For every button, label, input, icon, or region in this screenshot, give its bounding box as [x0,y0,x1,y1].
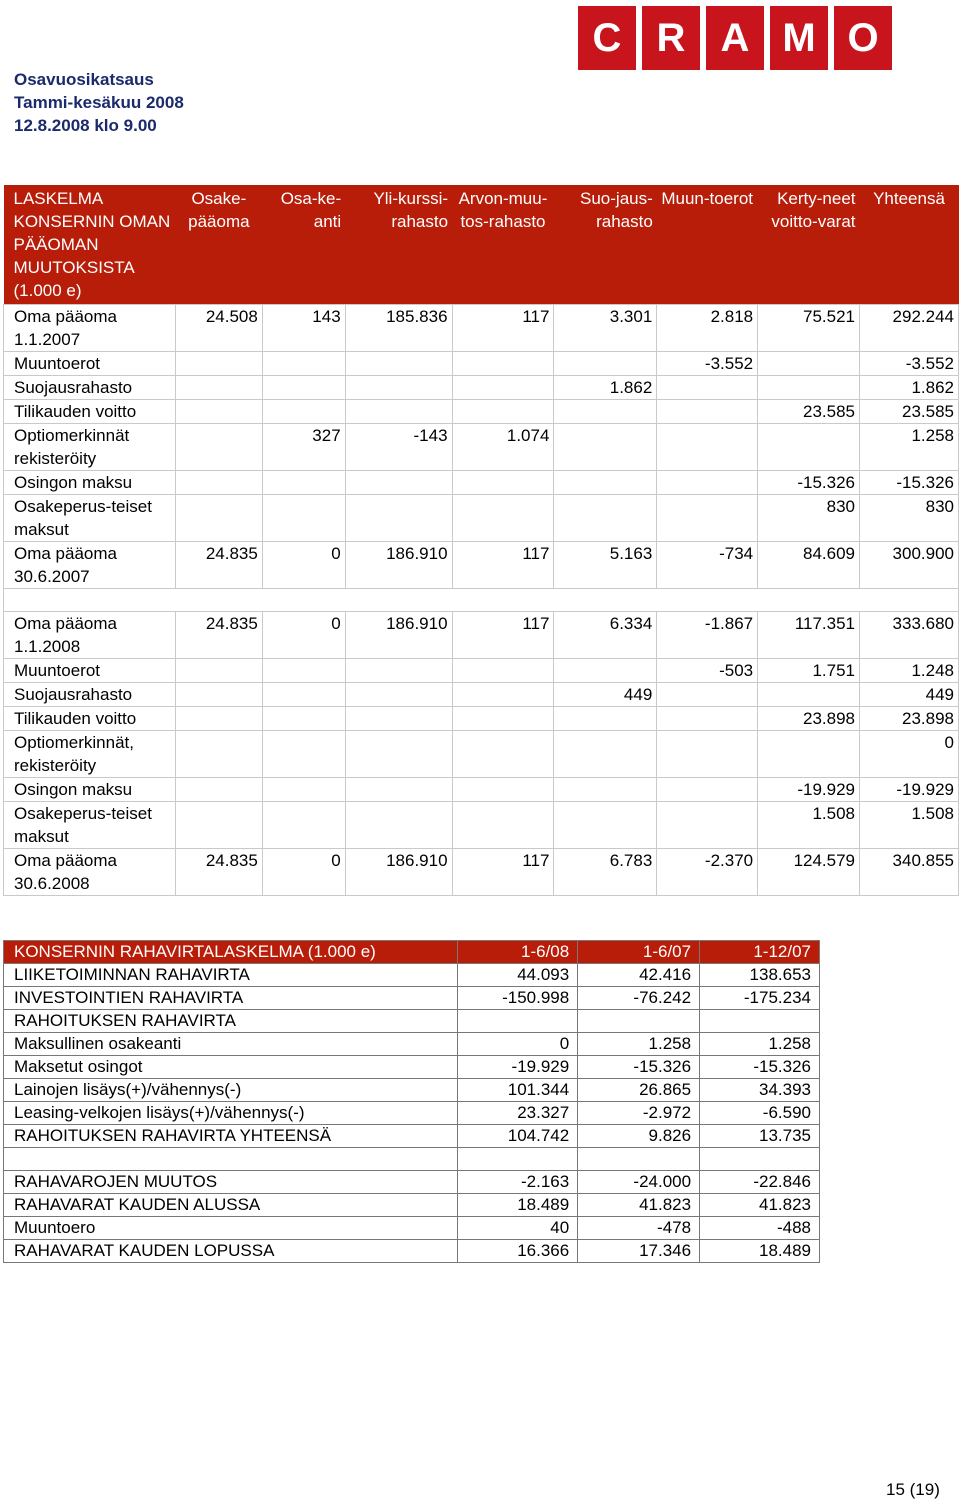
cell-value [657,400,758,424]
cell-value: 333.680 [860,612,959,659]
cell-value: 26.865 [578,1079,700,1102]
cell-value [175,683,262,707]
equity-row [4,707,959,731]
cell-value: 292.244 [860,305,959,352]
cell-value: -15.326 [578,1056,700,1079]
row-label: Osakeperus-teiset maksut [4,495,176,542]
cashflow-row [4,1171,820,1194]
cell-value [175,802,262,849]
logo-letter: A [706,6,764,70]
row-label: Leasing-velkojen lisäys(+)/vähennys(-) [4,1102,458,1125]
cell-value: -1.867 [657,612,758,659]
cell-value: 1.751 [758,659,860,683]
cell-value [452,707,554,731]
cell-value: -2.163 [458,1171,578,1194]
col-header: Osake-pääoma [175,185,262,305]
cell-value: -503 [657,659,758,683]
cell-value: 24.835 [175,849,262,896]
cell-value [554,471,657,495]
cell-value [452,400,554,424]
cell-value: 24.508 [175,305,262,352]
cell-value: 44.093 [458,964,578,987]
row-label: Muuntoerot [4,352,176,376]
cell-value: 41.823 [700,1194,820,1217]
cell-value [262,778,345,802]
cell-value: 0 [860,731,959,778]
cell-value [554,659,657,683]
row-label: Suojausrahasto [4,376,176,400]
cell-value: 5.163 [554,542,657,589]
cell-value: -143 [345,424,452,471]
cell-value: 24.835 [175,542,262,589]
cashflow-row [4,1079,820,1102]
cell-value: 1.508 [860,802,959,849]
cell-value [175,778,262,802]
cell-value [657,802,758,849]
report-datetime: 12.8.2008 klo 9.00 [14,116,157,135]
cell-value: -175.234 [700,987,820,1010]
cell-value [657,683,758,707]
cell-value: 3.301 [554,305,657,352]
cell-value [175,400,262,424]
cell-value [554,352,657,376]
cell-value: -488 [700,1217,820,1240]
row-label: LIIKETOIMINNAN RAHAVIRTA [4,964,458,987]
cell-value: 1.258 [860,424,959,471]
cashflow-row [4,1010,820,1033]
cell-value [345,376,452,400]
cell-value: -150.998 [458,987,578,1010]
cell-value: 117 [452,849,554,896]
cashflow-row [4,1217,820,1240]
cell-value: 0 [262,849,345,896]
cell-value: 186.910 [345,849,452,896]
cell-value [262,731,345,778]
col-header: Yhteensä [860,185,959,305]
cell-value [452,683,554,707]
cell-value: 117 [452,542,554,589]
cell-value: -478 [578,1217,700,1240]
cell-value [175,471,262,495]
col-header: Kerty-neet voitto-varat [758,185,860,305]
row-label: RAHOITUKSEN RAHAVIRTA YHTEENSÄ [4,1125,458,1148]
row-label: Lainojen lisäys(+)/vähennys(-) [4,1079,458,1102]
cell-value [657,731,758,778]
equity-row [4,849,959,896]
cell-value: 23.585 [860,400,959,424]
report-title: Osavuosikatsaus [14,70,154,89]
spacer-row [4,1148,820,1171]
spacer-cell [4,1148,458,1171]
cell-value: 124.579 [758,849,860,896]
cell-value [262,352,345,376]
cell-value: 75.521 [758,305,860,352]
cell-value [554,424,657,471]
cell-value: 104.742 [458,1125,578,1148]
cell-value [452,471,554,495]
report-header [14,68,184,137]
cell-value: 1.258 [578,1033,700,1056]
row-label: Optiomerkinnät, rekisteröity [4,731,176,778]
spacer-cell [700,1148,820,1171]
cell-value [262,376,345,400]
row-label: Oma pääoma 1.1.2008 [4,612,176,659]
cramo-logo [578,6,892,70]
cell-value: -2.370 [657,849,758,896]
cell-value [175,659,262,683]
cell-value: 300.900 [860,542,959,589]
cell-value: 327 [262,424,345,471]
equity-row [4,731,959,778]
spacer-cell [578,1148,700,1171]
cell-value: 449 [860,683,959,707]
cell-value: 34.393 [700,1079,820,1102]
cell-value [452,802,554,849]
col-header: Osa-ke-anti [262,185,345,305]
equity-row [4,305,959,352]
cell-value [262,802,345,849]
cell-value [262,400,345,424]
cell-value [700,1010,820,1033]
cell-value [554,495,657,542]
row-label: RAHAVAROJEN MUUTOS [4,1171,458,1194]
equity-table-title: LASKELMA KONSERNIN OMAN PÄÄOMAN MUUTOKSISTA (1.000 e) [4,185,176,305]
equity-row [4,471,959,495]
row-label: Tilikauden voitto [4,400,176,424]
cell-value [452,352,554,376]
equity-row [4,683,959,707]
cell-value: 0 [262,542,345,589]
cell-value: 17.346 [578,1240,700,1263]
equity-row [4,376,959,400]
row-label: Osakeperus-teiset maksut [4,802,176,849]
cell-value [262,683,345,707]
cell-value [175,731,262,778]
cell-value [175,424,262,471]
cell-value [554,400,657,424]
row-label: Suojausrahasto [4,683,176,707]
cell-value [657,424,758,471]
cell-value: 185.836 [345,305,452,352]
cell-value: 138.653 [700,964,820,987]
cashflow-row [4,1102,820,1125]
logo-letter: C [578,6,636,70]
row-label: RAHOITUKSEN RAHAVIRTA [4,1010,458,1033]
row-label: Osingon maksu [4,778,176,802]
col-header: 1-6/08 [458,941,578,964]
cell-value [452,778,554,802]
cell-value [345,659,452,683]
equity-row [4,778,959,802]
spacer-cell [458,1148,578,1171]
cell-value: -19.929 [458,1056,578,1079]
cell-value: 340.855 [860,849,959,896]
cell-value [458,1010,578,1033]
cashflow-row [4,1240,820,1263]
row-label: Oma pääoma 30.6.2008 [4,849,176,896]
cell-value [758,424,860,471]
cashflow-row [4,1056,820,1079]
cell-value [262,707,345,731]
cell-value: -19.929 [758,778,860,802]
cell-value: -2.972 [578,1102,700,1125]
cell-value: 1.508 [758,802,860,849]
cell-value: 143 [262,305,345,352]
cell-value [262,471,345,495]
cell-value: 1.074 [452,424,554,471]
equity-changes-table [3,185,959,896]
cashflow-title: KONSERNIN RAHAVIRTALASKELMA (1.000 e) [4,941,458,964]
cell-value: 24.835 [175,612,262,659]
cell-value [345,352,452,376]
cell-value [578,1010,700,1033]
cell-value: 23.585 [758,400,860,424]
row-label: Oma pääoma 1.1.2007 [4,305,176,352]
cell-value [758,376,860,400]
equity-row [4,802,959,849]
cell-value [175,352,262,376]
cell-value: 9.826 [578,1125,700,1148]
equity-row [4,659,959,683]
cell-value: -24.000 [578,1171,700,1194]
cell-value: -76.242 [578,987,700,1010]
col-header: Suo-jaus-rahasto [554,185,657,305]
cell-value: 1.248 [860,659,959,683]
cell-value [657,495,758,542]
cell-value: 186.910 [345,542,452,589]
cell-value: 186.910 [345,612,452,659]
cell-value: -15.326 [700,1056,820,1079]
report-period: Tammi-kesäkuu 2008 [14,93,184,112]
logo-letter: O [834,6,892,70]
cashflow-row [4,987,820,1010]
cell-value [657,778,758,802]
cashflow-header-row [4,941,820,964]
cell-value [345,778,452,802]
equity-row [4,612,959,659]
logo-letter: M [770,6,828,70]
cell-value [345,400,452,424]
col-header: 1-12/07 [700,941,820,964]
cell-value: 41.823 [578,1194,700,1217]
cell-value [452,495,554,542]
cell-value: 6.783 [554,849,657,896]
cashflow-row [4,1194,820,1217]
cell-value: 449 [554,683,657,707]
cell-value: 18.489 [458,1194,578,1217]
cell-value: 1.258 [700,1033,820,1056]
cell-value: 16.366 [458,1240,578,1263]
col-header: Yli-kurssi-rahasto [345,185,452,305]
row-label: RAHAVARAT KAUDEN LOPUSSA [4,1240,458,1263]
cell-value: -734 [657,542,758,589]
cell-value: -3.552 [657,352,758,376]
cell-value [452,731,554,778]
cashflow-row [4,964,820,987]
spacer-cell [4,589,959,612]
cell-value [758,683,860,707]
cell-value [345,802,452,849]
cell-value [758,352,860,376]
row-label: INVESTOINTIEN RAHAVIRTA [4,987,458,1010]
cell-value [452,376,554,400]
cashflow-table [3,940,820,1263]
cell-value [345,731,452,778]
equity-row [4,542,959,589]
cell-value: 23.898 [860,707,959,731]
page-number: 15 (19) [886,1480,940,1499]
cashflow-row [4,1033,820,1056]
cell-value [657,376,758,400]
cell-value: 42.416 [578,964,700,987]
cell-value [175,495,262,542]
cell-value [345,471,452,495]
cell-value: 0 [262,612,345,659]
cell-value: -15.326 [758,471,860,495]
equity-row [4,495,959,542]
cell-value [262,659,345,683]
cell-value: 830 [860,495,959,542]
row-label: Tilikauden voitto [4,707,176,731]
row-label: RAHAVARAT KAUDEN ALUSSA [4,1194,458,1217]
cell-value: 0 [458,1033,578,1056]
cell-value: 2.818 [657,305,758,352]
cell-value [554,731,657,778]
cell-value: 117 [452,612,554,659]
cell-value: -15.326 [860,471,959,495]
cell-value [175,707,262,731]
cell-value [345,683,452,707]
equity-header-row [4,185,959,305]
cell-value [175,376,262,400]
cell-value: 830 [758,495,860,542]
row-label: Muuntoerot [4,659,176,683]
row-label: Osingon maksu [4,471,176,495]
cell-value: 13.735 [700,1125,820,1148]
row-label: Optiomerkinnät rekisteröity [4,424,176,471]
cell-value [554,802,657,849]
row-label: Oma pääoma 30.6.2007 [4,542,176,589]
cell-value [262,495,345,542]
cell-value: 117 [452,305,554,352]
cell-value [657,707,758,731]
cell-value: 84.609 [758,542,860,589]
cell-value [345,495,452,542]
equity-row [4,424,959,471]
cell-value: 18.489 [700,1240,820,1263]
spacer-row [4,589,959,612]
col-header: Arvon-muu-tos-rahasto [452,185,554,305]
cell-value: -19.929 [860,778,959,802]
cell-value [554,707,657,731]
cell-value: -6.590 [700,1102,820,1125]
row-label: Maksetut osingot [4,1056,458,1079]
cell-value: 23.327 [458,1102,578,1125]
cell-value: 1.862 [554,376,657,400]
cell-value: 23.898 [758,707,860,731]
cell-value [554,778,657,802]
equity-row [4,400,959,424]
cell-value [758,731,860,778]
cell-value: 6.334 [554,612,657,659]
cell-value: 40 [458,1217,578,1240]
cell-value [657,471,758,495]
cell-value [345,707,452,731]
cell-value: 101.344 [458,1079,578,1102]
logo-letter: R [642,6,700,70]
cell-value: -3.552 [860,352,959,376]
col-header: 1-6/07 [578,941,700,964]
row-label: Maksullinen osakeanti [4,1033,458,1056]
equity-row [4,352,959,376]
cell-value: 1.862 [860,376,959,400]
cell-value [452,659,554,683]
cell-value: -22.846 [700,1171,820,1194]
cashflow-row [4,1125,820,1148]
col-header: Muun-toerot [657,185,758,305]
row-label: Muuntoero [4,1217,458,1240]
cell-value: 117.351 [758,612,860,659]
